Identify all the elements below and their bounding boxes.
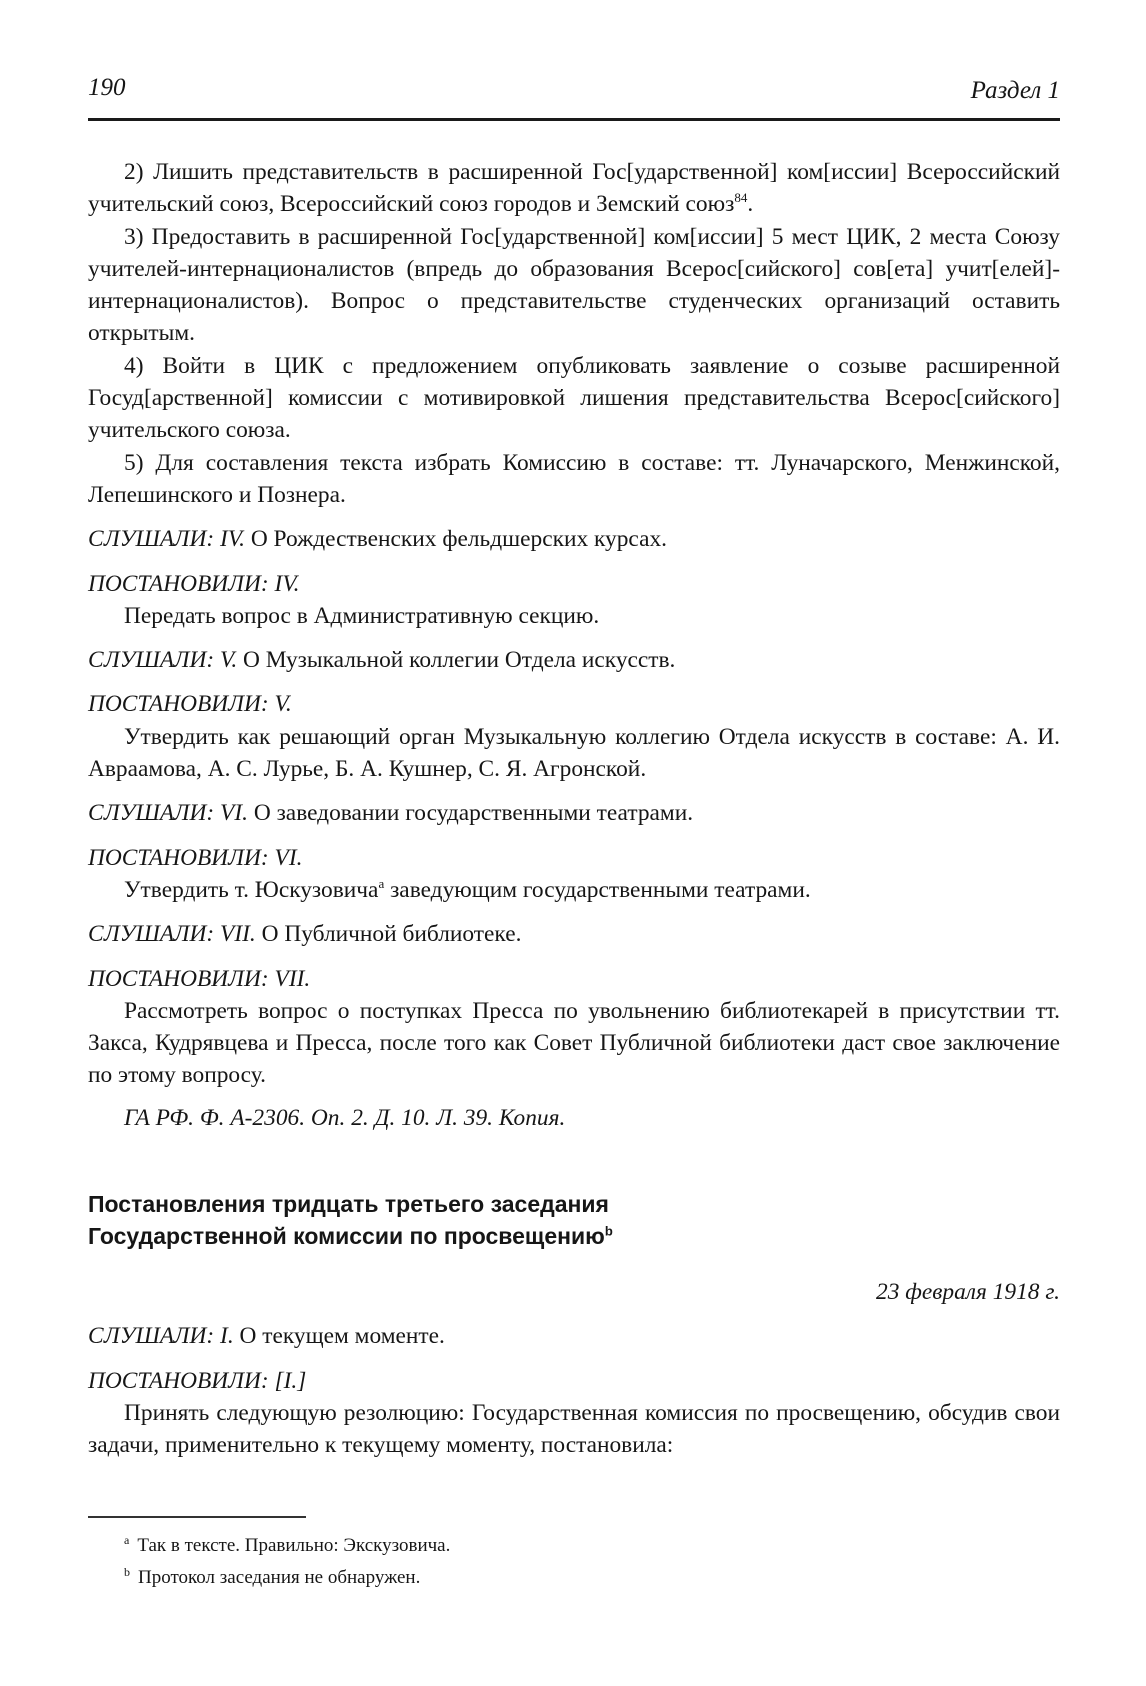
resolution-item-2: 2) Лишить представительств в расширенной Гос[ударственной] ком[иссии] Всероссийский учительский союз, Всероссийский союз городов и Земский союз$^{84}$.	[88, 159, 1060, 218]
decided-vi-label: ПОСТАНОВИЛИ: VI.	[88, 844, 303, 871]
footnote-b: $^b$ Протокол заседания не обнаружен.	[124, 1564, 421, 1588]
footnote-ref-a: a	[378, 876, 385, 892]
decided-v-label: ПОСТАНОВИЛИ: V.	[88, 691, 292, 718]
decided-vii-label: ПОСТАНОВИЛИ: VII.	[88, 965, 311, 992]
footnotes	[124, 1530, 450, 1594]
running-header	[88, 74, 1060, 108]
footnote-rule	[88, 1516, 306, 1518]
page-number: 190	[88, 74, 126, 101]
decided-iv-text: Передать вопрос в Административную секцию.	[124, 602, 600, 629]
resolution-item-4: 4) Войти в ЦИК с предложением опубликовать заявление о созыве расширенной Госуд[арственной] комиссии с мотивировкой лишения представительства Всерос[сийского] учительского союза.	[88, 352, 1060, 444]
resolution-item-3: 3) Предоставить в расширенной Гос[ударственной] ком[иссии] 5 мест ЦИК, 2 места Союзу учителей-интернационалистов (впредь до образования Всерос[сийского] сов[ета] учит[елей]-интернационалистов). Вопрос о представительстве студенческих организаций оставить открытым.	[88, 223, 1060, 347]
main-text	[88, 156, 1060, 1462]
document-date: 23 февраля 1918 г.	[876, 1279, 1060, 1306]
resolution-item-5: 5) Для составления текста избрать Комиссию в составе: тт. Луначарского, Менжинской, Лепешинского и Познера.	[88, 449, 1060, 508]
header-rule	[88, 118, 1060, 121]
heard-iv: СЛУШАЛИ: IV. О Рождественских фельдшерских курсах.	[88, 526, 668, 553]
footnote-a: $^a$ Так в тексте. Правильно: Экскузовича.	[124, 1532, 451, 1556]
decided-vi-text: Утвердить т. Юскузовича$^a$ заведующим государственными театрами.	[124, 876, 811, 903]
heard-v: СЛУШАЛИ: V. О Музыкальной коллегии Отдела искусств.	[88, 647, 676, 674]
section-title: Раздел 1	[970, 77, 1060, 104]
document-title: Постановления тридцать третьего заседания Государственной комиссии по просвещению$^b$	[88, 1191, 613, 1250]
decided-i-text: Принять следующую резолюцию: Государственная комиссия по просвещению, обсудив свои задачи, применительно к текущему моменту, постановила:	[88, 1399, 1060, 1459]
heard-vi: СЛУШАЛИ: VI. О заведовании государственными театрами.	[88, 800, 694, 827]
footnote-ref-b: b	[604, 1223, 613, 1239]
heard-vii: СЛУШАЛИ: VII. О Публичной библиотеке.	[88, 921, 522, 948]
decided-iv-label: ПОСТАНОВИЛИ: IV.	[88, 570, 300, 597]
heard-i: СЛУШАЛИ: I. О текущем моменте.	[88, 1323, 445, 1350]
decided-i-label: ПОСТАНОВИЛИ: [I.]	[88, 1367, 307, 1394]
endnote-ref: 84	[734, 190, 748, 206]
decided-v-text: Утвердить как решающий орган Музыкальную коллегию Отдела искусств в составе: А. И. Авраамова, А. С. Лурье, Б. А. Кушнер, С. Я. Агронской.	[88, 723, 1060, 783]
decided-vii-text: Рассмотреть вопрос о поступках Пресса по увольнению библиотекарей в присутствии тт. Закса, Кудрявцева и Пресса, после того как Совет Публичной библиотеки даст свое заключение по этому вопросу.	[88, 997, 1060, 1089]
archive-source: ГА РФ. Ф. А-2306. Оп. 2. Д. 10. Л. 39. Копия.	[124, 1104, 566, 1131]
